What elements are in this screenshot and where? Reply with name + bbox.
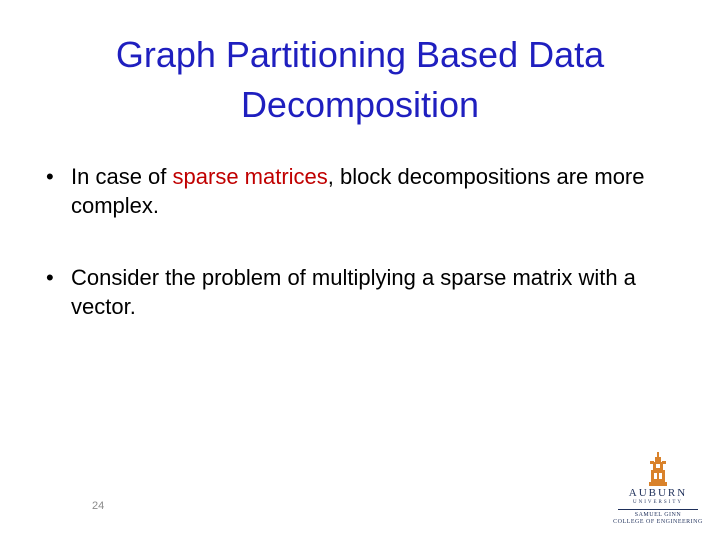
bullet-dot: • [46, 164, 54, 189]
logo-name: AUBURN [628, 487, 688, 499]
logo-college-line-2: COLLEGE OF ENGINEERING [613, 519, 703, 525]
slide-title-line-1: Graph Partitioning Based Data [115, 34, 605, 75]
logo-divider [618, 509, 698, 510]
bullet-list [46, 162, 686, 321]
page-number: 24 [92, 500, 105, 512]
bullet-text-part: In case of [71, 164, 173, 189]
bullet-text: Consider the problem of multiplying a sparse matrix with a vector. [71, 265, 636, 319]
bullet-item-multiply-sparse-matrix [46, 263, 686, 321]
tower-emblem-icon [647, 452, 669, 486]
slide-title [40, 30, 680, 130]
auburn-university-logo [612, 452, 704, 532]
slide-title-line-2: Decomposition [240, 84, 480, 125]
highlighted-term: sparse matrices [172, 164, 328, 189]
logo-subtitle: UNIVERSITY [633, 500, 683, 505]
bullet-item-sparse-matrices [46, 162, 686, 220]
bullet-text-part: , block decompositions are more complex. [71, 164, 645, 218]
bullet-dot: • [46, 265, 54, 290]
logo-college-line-1: SAMUEL GINN [634, 512, 682, 518]
